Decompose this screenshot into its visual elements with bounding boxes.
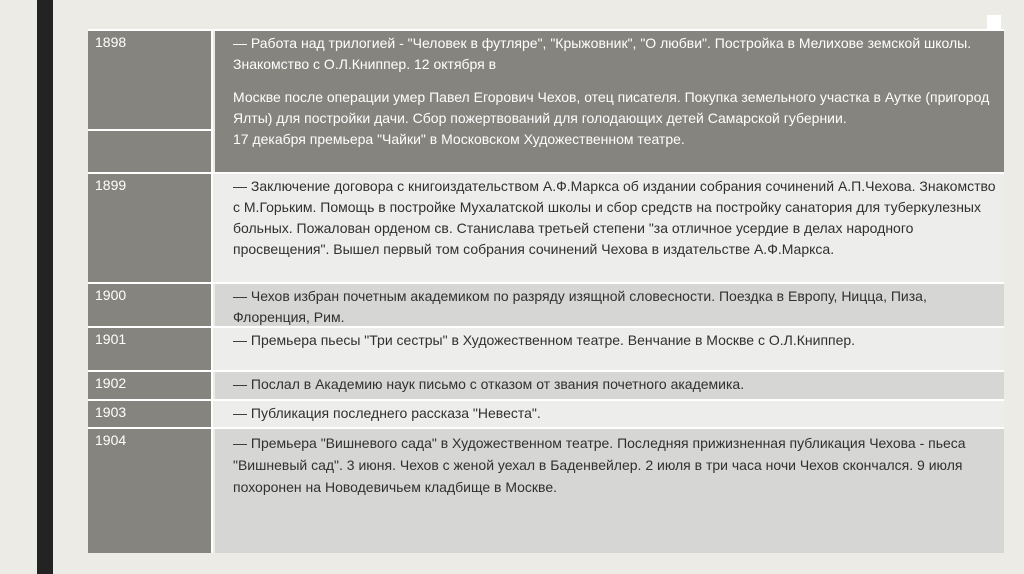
event-text-premiere: 17 декабря премьера "Чайки" в Московском Художественном театре. [233, 131, 685, 147]
table-row [88, 370, 1004, 400]
table-row [88, 282, 1004, 327]
event-cell: — Заключение договора с книгоиздательством А.Ф.Маркса об издании собрания сочинений А.П.Чехова. Знакомство с М.Горьким. Помощь в постройке Мухалатской школы и сбор средств на постройку санатория для туберкулезных больных. Пожалован орденом св. Станислава третьей степени "за отличное усердие в делах народного просвещения". Вышел первый том собрания сочинений Чехова в издательстве А.Ф.Маркса. [215, 174, 1004, 283]
event-cell [215, 31, 1004, 173]
event-cell: — Публикация последнего рассказа "Невеста". [215, 401, 1004, 428]
table-row [88, 399, 1004, 428]
year-cell: 1898 [88, 31, 213, 173]
event-cell: — Премьера пьесы "Три сестры" в Художественном театре. Венчание в Москве с О.Л.Книппер. [215, 328, 1004, 371]
year-cell: 1903 [88, 401, 213, 428]
event-cell: — Чехов избран почетным академиком по разряду изящной словесности. Поездка в Европу, Ницца, Пиза, Флоренция, Рим. [215, 284, 1004, 327]
corner-square-mark [987, 15, 1001, 29]
event-text-continued: Москве после операции умер Павел Егорович Чехов, отец писателя. Покупка земельного участка в Аутке (пригород Ялты) для постройки дачи. Сбор пожертвований для голодающих детей Самарской губернии. [233, 89, 990, 126]
event-cell: — Премьера "Вишневого сада" в Художественном театре. Последняя прижизненная публикация Чехова - пьеса "Вишневый сад". 3 июня. Чехов с женой уехал в Баденвейлер. 2 июля в три часа ночи Чехов скончался. 9 июля похоронен на Новодевичьем кладбище в Москве. [215, 429, 1004, 553]
chronology-table [88, 29, 1004, 553]
table-row [88, 29, 1004, 173]
left-accent-bar [37, 0, 53, 574]
event-cell: — Послал в Академию наук письмо с отказом от звания почетного академика. [215, 372, 1004, 400]
year-cell: 1901 [88, 328, 213, 371]
year-cell: 1904 [88, 429, 213, 553]
year-cell: 1900 [88, 284, 213, 327]
table-row [88, 427, 1004, 553]
table-row [88, 326, 1004, 371]
year-cell-divider [88, 129, 213, 131]
event-text: — Работа над трилогией - "Человек в футляре", "Крыжовник", "О любви". Постройка в Мелихове земской школы. Знакомство с О.Л.Книппер. 12 октября в [233, 35, 972, 72]
table-row [88, 172, 1004, 283]
year-cell: 1902 [88, 372, 213, 400]
year-cell: 1899 [88, 174, 213, 283]
